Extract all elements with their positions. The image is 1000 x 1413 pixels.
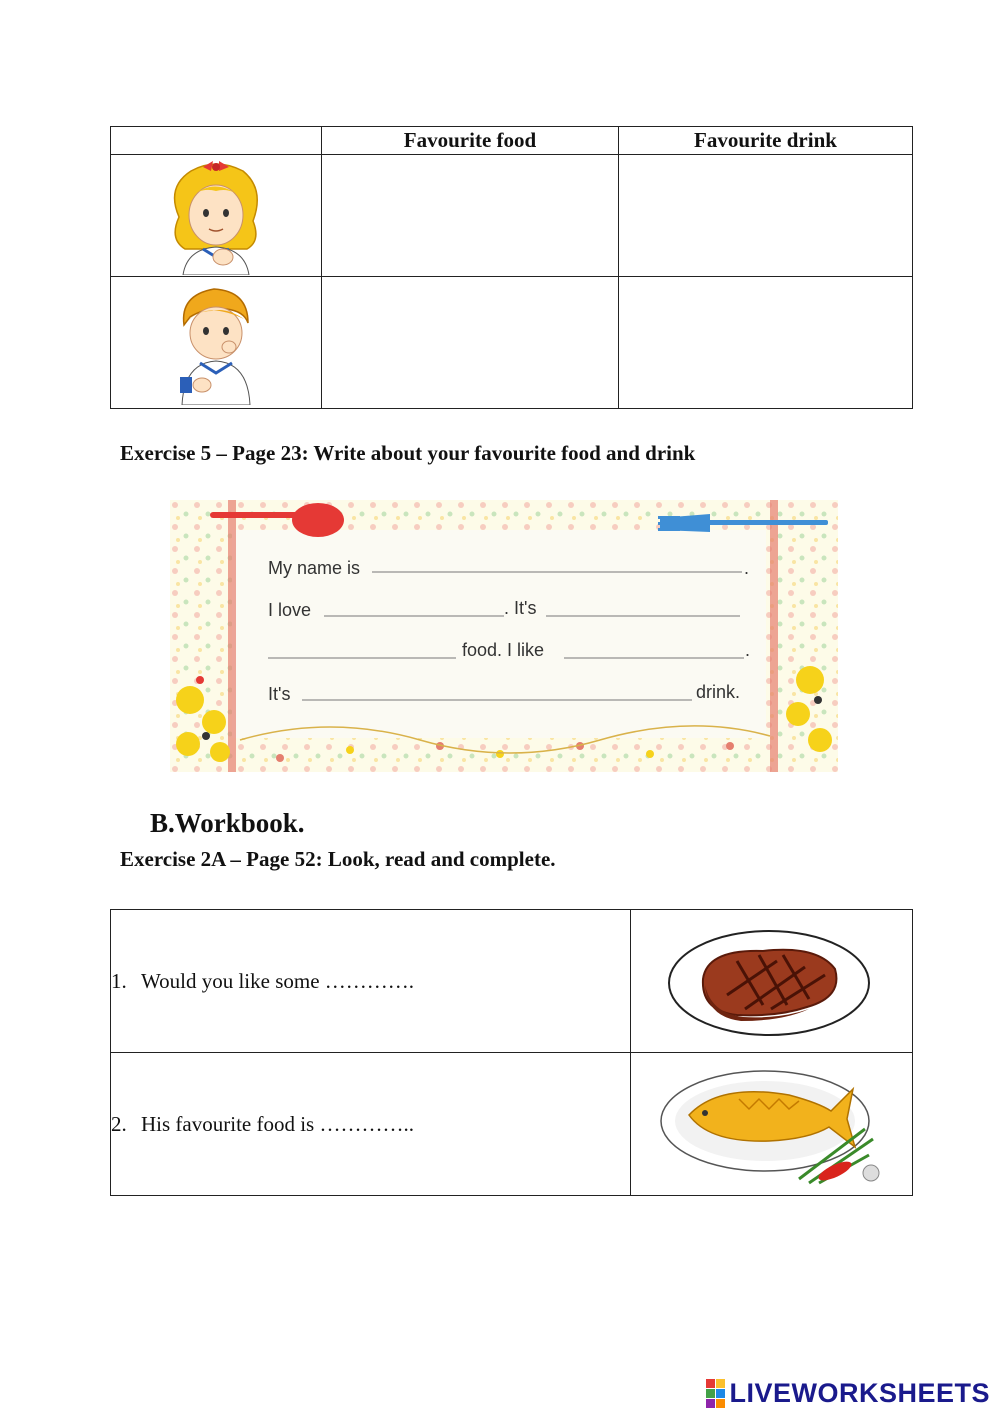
girl-drink-answer-cell[interactable] (619, 155, 913, 277)
question-1-image-cell (631, 910, 913, 1053)
logo-text: LIVEWORKSHEETS (729, 1377, 990, 1408)
question-1-number: 1. (111, 968, 127, 993)
question-2[interactable] (111, 1053, 631, 1196)
boy-picture (166, 281, 266, 405)
header-favourite-drink: Favourite drink (619, 127, 913, 155)
boy-food-answer-cell[interactable] (322, 277, 619, 409)
card-line3-mid: food. I like (462, 640, 545, 660)
card-line1-end: . (744, 558, 750, 578)
girl-picture-cell (111, 155, 322, 277)
card-line3-end: . (745, 640, 751, 660)
workbook-title: B.Workbook. (150, 808, 305, 838)
card-line4-start: It's (268, 684, 291, 704)
question-1[interactable] (111, 910, 631, 1053)
question-2-text: His favourite food is ………….. (141, 1111, 414, 1136)
question-2-image-cell (631, 1053, 913, 1196)
steak-plate-icon (667, 921, 877, 1041)
card-line2-start: I love (268, 600, 312, 620)
card-line1-start: My name is (268, 558, 361, 578)
logo-blocks-icon (706, 1379, 725, 1408)
fish-plate-icon (659, 1059, 885, 1189)
card-line4-end: drink. (696, 682, 741, 702)
look-read-complete-table (110, 909, 913, 1196)
girl-food-answer-cell[interactable] (322, 155, 619, 277)
question-2-number: 2. (111, 1111, 127, 1136)
header-favourite-food: Favourite food (322, 127, 619, 155)
exercise2a-heading: Exercise 2A – Page 52: Look, read and complete. (120, 847, 556, 871)
boy-drink-answer-cell[interactable] (619, 277, 913, 409)
liveworksheets-logo (706, 1377, 990, 1409)
exercise5-writing-card (170, 500, 838, 772)
question-1-text: Would you like some …………. (141, 968, 415, 993)
exercise5-heading: Exercise 5 – Page 23: Write about your favourite food and drink (120, 441, 696, 465)
girl-picture (161, 157, 271, 275)
card-line2-mid: . It's (504, 598, 537, 618)
boy-picture-cell (111, 277, 322, 409)
header-blank (111, 127, 322, 155)
favourites-table (110, 126, 913, 409)
